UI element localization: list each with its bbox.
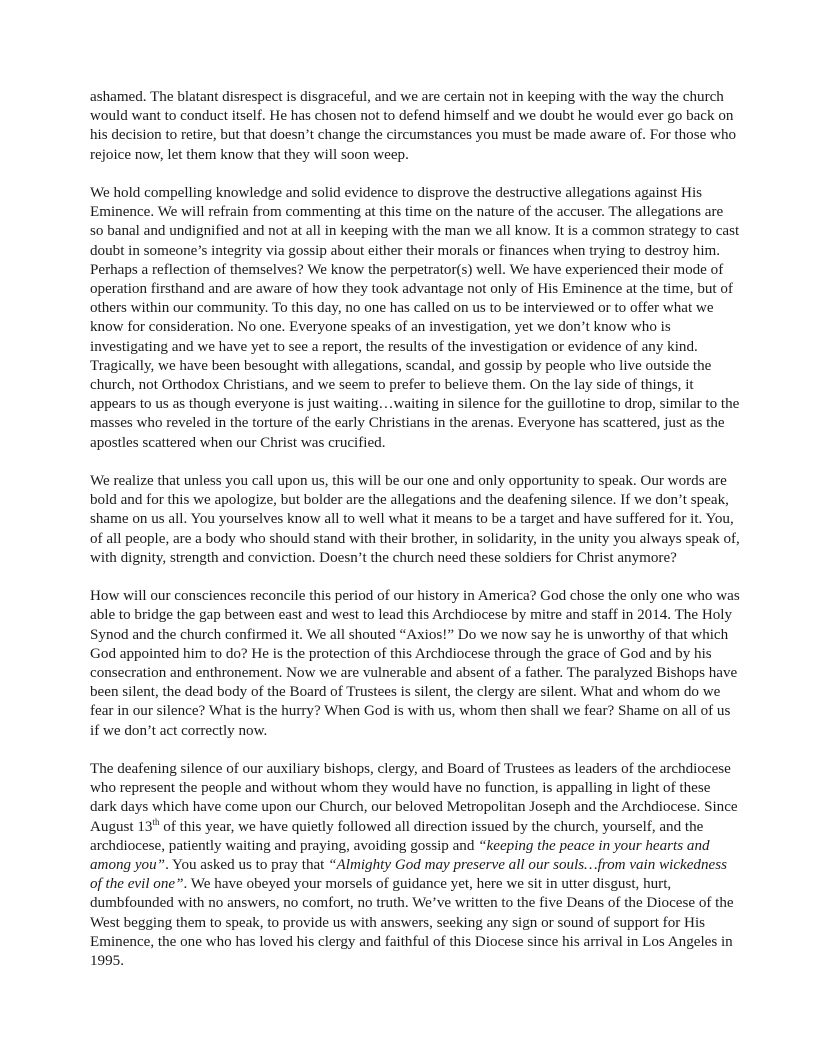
paragraph-1: ashamed. The blatant disrespect is disgraceful, and we are certain not in keeping with the way the church would want to conduct itself. He has chosen not to defend himself and we doubt he would ever go back on his decision to retire, but that doesn’t change the circumstances you must be made aware of. For those who rejoice now, let them know that they will soon weep. (90, 89, 737, 163)
paragraph-3: We realize that unless you call upon us, this will be our one and only opportunity to speak. Our words are bold and for this we apologize, but bolder are the allegations and the deafening silence. If we don’t speak, shame on us all. You yourselves know all to well what it means to be a target and have suffered for it. You, of all people, are a body who should stand with their brother, in solidarity, in the unity you always speak of, with dignity, strength and conviction. Doesn’t the church need these soldiers for Christ anymore? (90, 473, 740, 566)
paragraph-5 (90, 760, 740, 971)
paragraph-5-part4: . We have obeyed your morsels of guidance yet, here we sit in utter disgust, hurt, dumbfounded with no answers, no comfort, no truth. We’ve written to the five Deans of the Diocese of the West begging them to speak, to provide us with answers, seeking any sign or sound of support for His Eminence, the one who has loved his clergy and faithful of this Diocese since his arrival in Los Angeles in 1995. (90, 876, 734, 970)
italic-quote-prayer: “Almighty God may preserve all our souls…from vain wickedness of the evil one” (90, 857, 727, 893)
paragraph-5-part3: . You asked us to pray that (165, 857, 329, 874)
paragraph-2: We hold compelling knowledge and solid evidence to disprove the destructive allegations against His Eminence. We will refrain from commenting at this time on the nature of the accuser. The allegations are so banal and undignified and not at all in keeping with the man we all know. It is a common strategy to cast doubt in someone’s integrity via gossip about either their morals or finances when trying to destroy him. Perhaps a reflection of themselves? We know the perpetrator(s) well. We have experienced their mode of operation firsthand and are aware of how they took advantage not only of His Eminence at the time, but of others within our community. To this day, no one has called on us to be interviewed or to offer what we know for consideration. No one. Everyone speaks of an investigation, yet we don’t know who is investigating and we have yet to see a report, the results of the investigation or evidence of any kind. Tragically, we have been besought with allegations, scandal, and gossip by people who live outside the church, not Orthodox Christians, and we seem to prefer to believe them. On the lay side of things, it appears to us as though everyone is just waiting…waiting in silence for the guillotine to drop, similar to the masses who reveled in the torture of the early Christians in the arenas. Everyone has scattered, just as the apostles scattered when our Christ was crucified. (90, 185, 740, 451)
letter-body (90, 88, 740, 971)
paragraph-4: How will our consciences reconcile this period of our history in America? God chose the only one who was able to bridge the gap between east and west to lead this Archdiocese by mitre and staff in 2014. The Holy Synod and the church confirmed it. We all shouted “Axios!” Do we now say he is unworthy of that which God appointed him to do? He is the protection of this Archdiocese through the grace of God and by his consecration and enthronement. Now we are vulnerable and absent of a father. The paralyzed Bishops have been silent, the dead body of the Board of Trustees is silent, the clergy are silent. What and whom do we fear in our silence? What is the hurry? When God is with us, whom then shall we fear? Shame on all of us if we don’t act correctly now. (90, 588, 740, 739)
paragraph-5-part2: of this year, we have quietly followed all direction issued by the church, yourself, and the archdiocese, patiently waiting and praying, avoiding gossip and (90, 818, 704, 854)
paragraph-5-part1: The deafening silence of our auxiliary bishops, clergy, and Board of Trustees as leaders of the archdiocese who represent the people and without whom they would have no function, is appalling in light of these dark days which have come upon our Church, our beloved Metropolitan Joseph and the Archdiocese. Since August 13 (90, 761, 738, 835)
italic-quote-peace: “keeping the peace in your hearts and among you” (90, 837, 710, 874)
ordinal-suffix: th (152, 816, 160, 827)
